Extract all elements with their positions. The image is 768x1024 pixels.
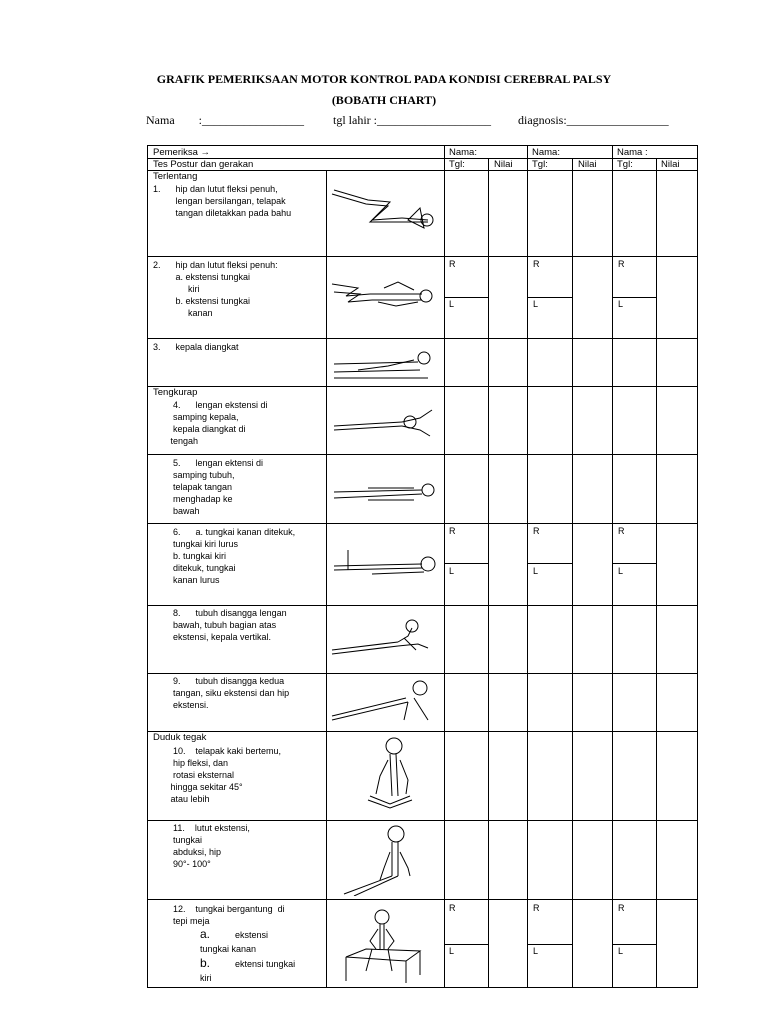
section-supine-label: Terlentang [153, 171, 198, 182]
left-label: L [533, 946, 539, 956]
test-item-9-text: 9. tubuh disangga kedua tangan, siku ekstensi dan hip ekstensi. [173, 676, 290, 710]
test-item-12-sub-a: a. ekstensi [200, 927, 269, 941]
left-label: L [533, 299, 539, 309]
long-sitting-figure [340, 824, 436, 896]
prone-knee-flex-figure [328, 544, 440, 584]
section-prone-label: Tengkurap [153, 387, 198, 398]
left-label: L [533, 566, 539, 576]
birthdate-field: tgl lahir :___________________ [333, 113, 491, 127]
right-label: R [618, 526, 625, 536]
date-header-3: Tgl: [617, 159, 633, 170]
document-title: GRAFIK PEMERIKSAAN MOTOR KONTROL PADA KONDISI CEREBRAL PALSY [156, 72, 612, 86]
supine-leg-extension-figure [328, 272, 440, 312]
examiner1-name-label: Nama: [449, 147, 477, 158]
examiner-label: Pemeriksa → [153, 147, 211, 158]
test-item-1-text: 1. hip dan lutut fleksi penuh, lengan bersilangan, telapak tangan diletakkan pada bahu [153, 184, 292, 218]
sitting-on-table-figure [336, 905, 432, 985]
prone-arms-overhead-figure [328, 400, 440, 444]
right-label: R [533, 903, 540, 913]
test-item-6-text: 6. a. tungkai kanan ditekuk, tungkai kiri lurus b. tungkai kiri ditekuk, tungkai kanan lurus [173, 527, 296, 585]
document-subtitle: (BOBATH CHART) [331, 93, 437, 107]
right-label: R [449, 903, 456, 913]
right-label: R [618, 903, 625, 913]
left-label: L [449, 566, 455, 576]
score-header-2: Nilai [578, 159, 597, 170]
left-label: L [449, 946, 455, 956]
score-header-1: Nilai [494, 159, 513, 170]
test-column-header: Tes Postur dan gerakan [153, 159, 254, 170]
right-label: R [533, 526, 540, 536]
name-field: Nama :_________________ [146, 113, 304, 127]
test-item-4-text: 4. lengan ekstensi di samping kepala, kepala diangkat di tengah [170, 400, 268, 446]
test-item-12-sub-b: b. ektensi tungkai [200, 956, 296, 970]
left-label: L [618, 946, 624, 956]
test-item-2-text: 2. hip dan lutut fleksi penuh: a. ekstensi tungkai kiri b. ekstensi tungkai kanan [153, 260, 278, 318]
right-label: R [618, 259, 625, 269]
test-item-12-sub-b-cont: kiri [200, 973, 212, 983]
diagnosis-field: diagnosis:_________________ [518, 113, 669, 127]
left-label: L [618, 566, 624, 576]
test-item-11-text: 11. lutut ekstensi, tungkai abduksi, hip 90°- 100° [173, 823, 250, 869]
test-item-5-text: 5. lengan ektensi di samping tubuh, telapak tangan menghadap ke bawah [173, 458, 264, 516]
supine-head-lift-figure [328, 346, 440, 386]
right-label: R [449, 259, 456, 269]
prone-hand-support-figure [328, 680, 440, 726]
test-item-12-text: 12. tungkai bergantung di tepi meja [173, 904, 285, 926]
test-item-10-text: 10. telapak kaki bertemu, hip fleksi, dan rotasi eksternal hingga sekitar 45° atau lebih [170, 746, 282, 804]
date-header-2: Tgl: [532, 159, 548, 170]
section-sitting-label: Duduk tegak [153, 732, 207, 743]
test-item-12-sub-a-cont: tungkai kanan [200, 944, 257, 954]
test-item-3-text: 3. kepala diangkat [153, 342, 239, 352]
examiner3-name-label: Nama : [617, 147, 648, 158]
left-label: L [618, 299, 624, 309]
date-header-1: Tgl: [449, 159, 465, 170]
right-label: R [449, 526, 456, 536]
score-header-3: Nilai [661, 159, 680, 170]
sitting-feet-together-figure [350, 736, 430, 816]
prone-arms-side-figure [328, 472, 440, 512]
right-label: R [533, 259, 540, 269]
examiner2-name-label: Nama: [532, 147, 560, 158]
left-label: L [449, 299, 455, 309]
test-item-8-text: 8. tubuh disangga lengan bawah, tubuh bagian atas ekstensi, kepala vertikal. [173, 608, 287, 642]
supine-crossed-arms-figure [328, 180, 440, 240]
prone-forearm-support-figure [328, 614, 440, 664]
